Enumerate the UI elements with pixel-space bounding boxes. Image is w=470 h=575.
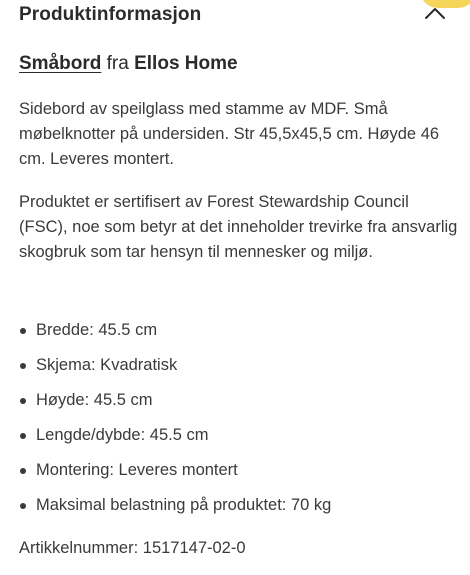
- article-number: Artikkelnummer: 1517147-02-0: [19, 539, 246, 557]
- description-paragraph-1: Sidebord av speilglass med stamme av MDF. Små møbelknotter på undersiden. Str 45,5x45,5 cm. Høyde 46 cm. Leveres montert.: [19, 100, 440, 168]
- spec-item: [19, 493, 459, 528]
- spec-text: Lengde/dybde: 45.5 cm: [36, 426, 209, 444]
- product-heading: [19, 53, 238, 75]
- spec-item: [19, 423, 459, 458]
- brand-name: Ellos Home: [134, 53, 238, 74]
- bullet-icon: [20, 503, 26, 509]
- spec-text: Montering: Leveres montert: [36, 461, 238, 479]
- bullet-icon: [20, 398, 26, 404]
- spec-item: [19, 458, 459, 493]
- spec-list: [19, 318, 459, 528]
- spec-item: [19, 318, 459, 353]
- spec-text: Maksimal belastning på produktet: 70 kg: [36, 496, 332, 514]
- bullet-icon: [20, 468, 26, 474]
- bullet-icon: [20, 328, 26, 334]
- description-paragraph-2: Produktet er sertifisert av Forest Stewardship Council (FSC), noe som betyr at det inneholder trevirke fra ansvarlig skogbruk som tar hensyn til mennesker og miljø.: [19, 193, 458, 261]
- bullet-icon: [20, 433, 26, 439]
- spec-text: Skjema: Kvadratisk: [36, 356, 178, 374]
- from-text: fra: [106, 53, 129, 74]
- spec-text: Bredde: 45.5 cm: [36, 321, 158, 339]
- section-title: Produktinformasjon: [19, 4, 202, 25]
- chevron-up-icon[interactable]: [424, 6, 446, 20]
- spec-item: [19, 353, 459, 388]
- spec-text: Høyde: 45.5 cm: [36, 391, 153, 409]
- spec-item: [19, 388, 459, 423]
- product-info-header[interactable]: [0, 0, 470, 34]
- bullet-icon: [20, 363, 26, 369]
- product-category-link[interactable]: Småbord: [19, 53, 102, 74]
